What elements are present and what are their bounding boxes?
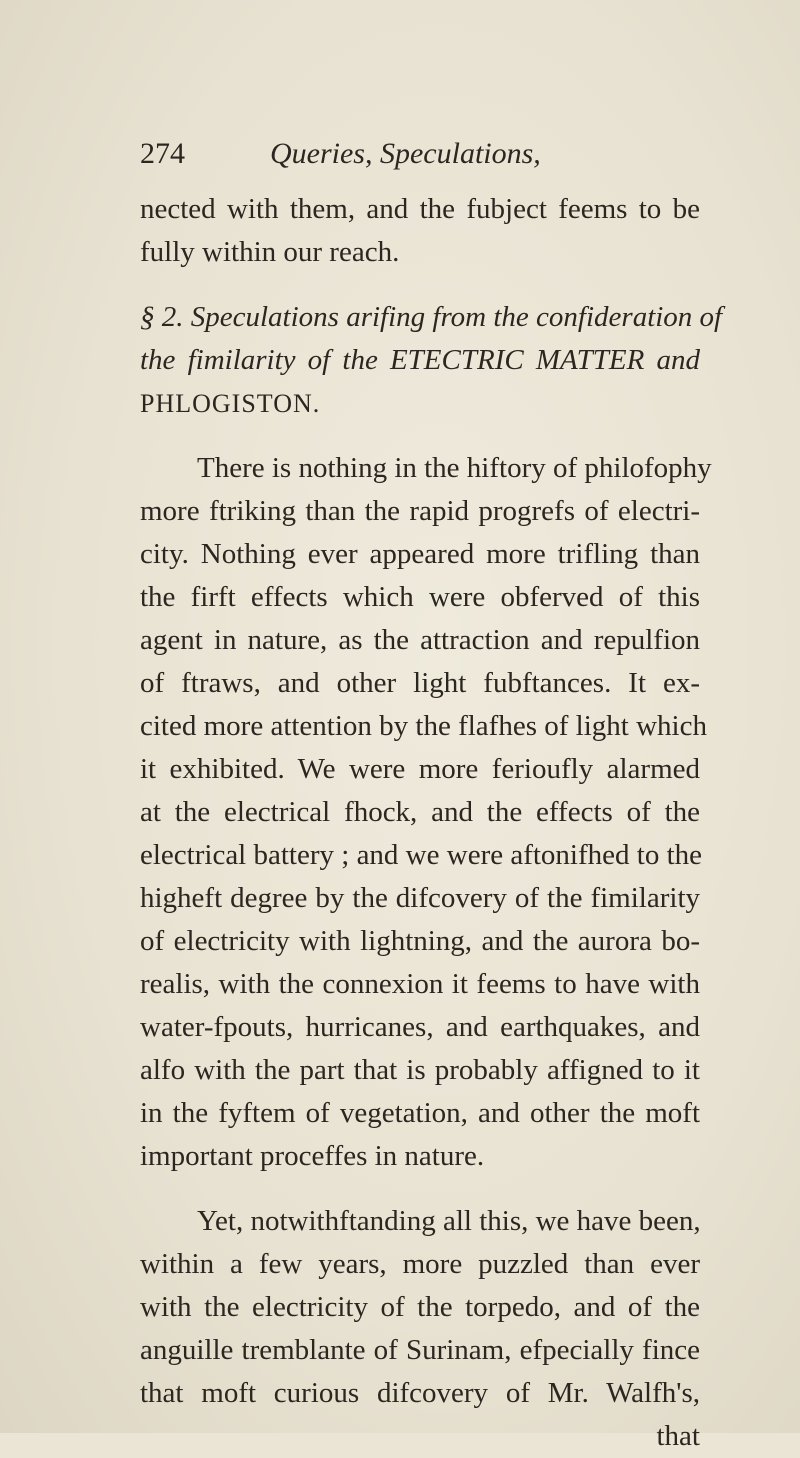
text-line: within a few years, more puzzled than ever xyxy=(140,1248,700,1280)
text-line: There is nothing in the hiftory of philofophy xyxy=(197,452,712,484)
section-heading-text: the fimilarity of the ETECTRIC MATTER and xyxy=(140,344,700,376)
text-line: higheft degree by the difcovery of the fimilarity xyxy=(140,882,700,914)
text-line: city. Nothing ever appeared more trifling than xyxy=(140,538,700,570)
text-line: realis, with the connexion it feems to have with xyxy=(140,968,700,1000)
page-body xyxy=(140,188,723,1458)
text-line: the firft effects which were obferved of this xyxy=(140,581,700,613)
section-heading-line xyxy=(140,339,700,382)
text-line: agent in nature, as the attraction and repulfion xyxy=(140,624,700,656)
text-line: alfo with the part that is probably affigned to it xyxy=(140,1054,700,1086)
running-header xyxy=(140,132,700,176)
text-line: cited more attention by the flafhes of light which xyxy=(140,710,707,742)
text-line: water-fpouts, hurricanes, and earthquakes, and xyxy=(140,1011,700,1043)
text-line: anguille tremblante of Surinam, efpecially fince xyxy=(140,1334,700,1366)
text-line: of ftraws, and other light fubftances. It ex- xyxy=(140,667,700,699)
text-line: nected with them, and the fubject feems to be xyxy=(140,193,700,225)
text-line: fully within our reach. xyxy=(140,236,400,268)
section-heading xyxy=(140,296,723,339)
running-title: Queries, Speculations, xyxy=(270,137,541,170)
catchword: that xyxy=(656,1420,700,1452)
section-heading-line: § 2. Speculations arifing from the confideration of xyxy=(140,301,723,333)
text-line: at the electrical fhock, and the effects of the xyxy=(140,796,700,828)
text-line: in the fyftem of vegetation, and other the moft xyxy=(140,1097,700,1129)
text-line: with the electricity of the torpedo, and of the xyxy=(140,1291,700,1323)
text-line: Yet, notwithftanding all this, we have been, xyxy=(197,1205,701,1237)
section-heading-line: PHLOGISTON. xyxy=(140,389,321,418)
text-line: of electricity with lightning, and the aurora bo- xyxy=(140,925,700,957)
text-line: it exhibited. We were more ferioufly alarmed xyxy=(140,753,700,785)
text-line: important proceffes in nature. xyxy=(140,1140,485,1172)
page-number: 274 xyxy=(140,137,185,170)
text-line: that moft curious difcovery of Mr. Walfh's, xyxy=(140,1377,700,1409)
text-line: electrical battery ; and we were aftonifhed to the xyxy=(140,839,703,871)
text-line: more ftriking than the rapid progrefs of electri- xyxy=(140,495,700,527)
